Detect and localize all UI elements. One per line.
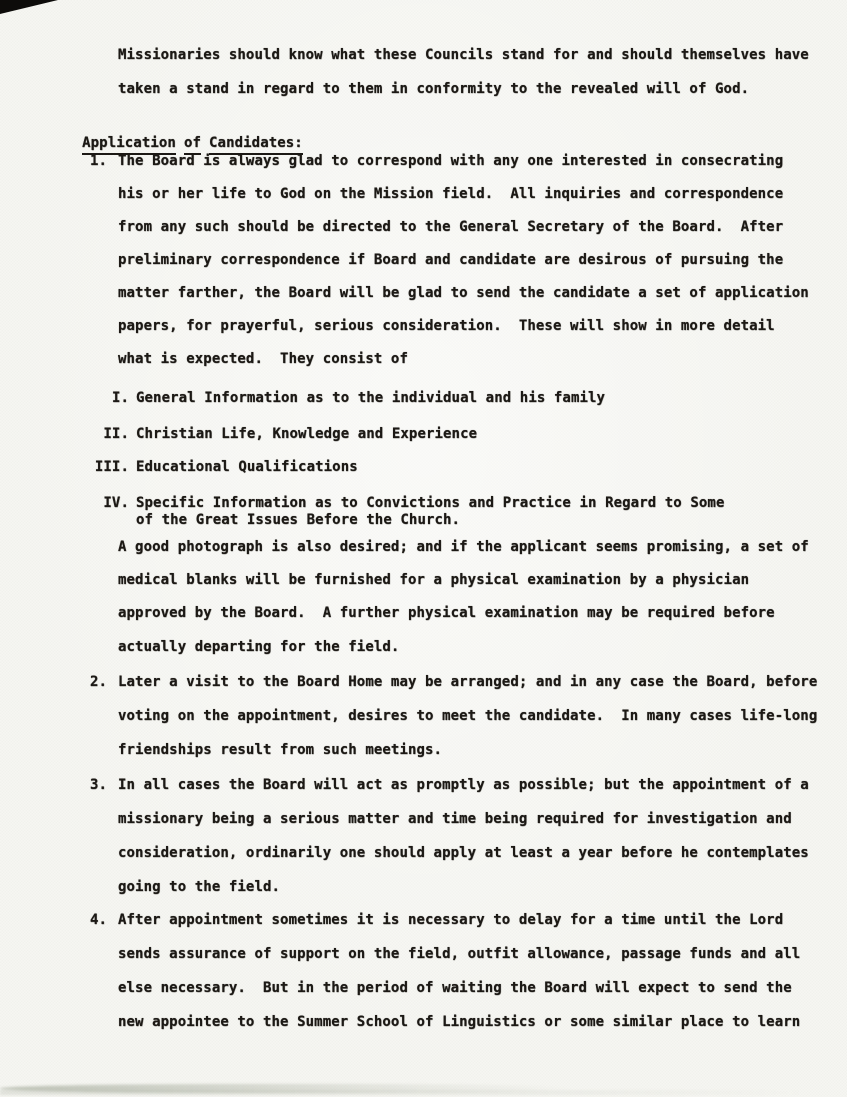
scan-corner-artifact <box>0 0 58 14</box>
list-item-line: preliminary correspondence if Board and candidate are desirous of pursuing the <box>118 252 784 268</box>
list-item-line: else necessary. But in the period of waiting the Board will expect to send the <box>118 980 792 996</box>
list-item-line: medical blanks will be furnished for a physical examination by a physician <box>118 572 750 588</box>
section-heading-word: of <box>184 134 201 155</box>
list-item-line: new appointee to the Summer School of Linguistics or some similar place to learn <box>118 1014 801 1030</box>
roman-item-line: Christian Life, Knowledge and Experience <box>136 426 478 442</box>
list-item-line: After appointment sometimes it is necessary to delay for a time until the Lord <box>118 912 784 928</box>
list-item-line: his or her life to God on the Mission field. All inquiries and correspondence <box>118 186 784 202</box>
list-item-line: missionary being a serious matter and time being required for investigation and <box>118 811 792 827</box>
list-item-line: from any such should be directed to the General Secretary of the Board. After <box>118 219 784 235</box>
roman-numeral: II. <box>103 426 129 442</box>
list-item-number: 1. <box>90 153 108 169</box>
roman-item-line: Specific Information as to Convictions and Practice in Regard to Some <box>136 495 725 511</box>
list-item-line: voting on the appointment, desires to meet the candidate. In many cases life-long <box>118 708 818 724</box>
list-item-line: Later a visit to the Board Home may be arranged; and in any case the Board, before <box>118 674 818 690</box>
list-item-line: consideration, ordinarily one should apply at least a year before he contemplates <box>118 845 809 861</box>
roman-item-line: General Information as to the individual and his family <box>136 390 606 406</box>
list-item-line: going to the field. <box>118 879 281 895</box>
list-item-line: what is expected. They consist of <box>118 351 408 367</box>
list-item-line: papers, for prayerful, serious consideration. These will show in more detail <box>118 318 775 334</box>
scan-bottom-smudge-faint <box>0 1090 847 1095</box>
list-item-line: matter farther, the Board will be glad to send the candidate a set of application <box>118 285 809 301</box>
roman-numeral: I. <box>111 390 129 406</box>
section-heading-word: Candidates: <box>209 134 303 155</box>
list-item-line: approved by the Board. A further physical examination may be required before <box>118 605 775 621</box>
roman-item-line: of the Great Issues Before the Church. <box>136 512 461 528</box>
list-item-number: 3. <box>90 777 108 793</box>
list-item-line: actually departing for the field. <box>118 639 400 655</box>
intro-line: Missionaries should know what these Councils stand for and should themselves have <box>118 47 809 63</box>
roman-numeral: III. <box>94 459 129 475</box>
list-item-number: 2. <box>90 674 108 690</box>
roman-item-line: Educational Qualifications <box>136 459 358 475</box>
section-heading-word: Application <box>82 134 176 155</box>
roman-numeral: IV. <box>103 495 129 511</box>
list-item-line: sends assurance of support on the field, outfit allowance, passage funds and all <box>118 946 801 962</box>
list-item-line: friendships result from such meetings. <box>118 742 443 758</box>
intro-line: taken a stand in regard to them in conformity to the revealed will of God. <box>118 81 750 97</box>
list-item-line: In all cases the Board will act as promptly as possible; but the appointment of a <box>118 777 809 793</box>
list-item-number: 4. <box>90 912 108 928</box>
list-item-line: The Board is always glad to correspond with any one interested in consecrating <box>118 153 784 169</box>
list-item-line: A good photograph is also desired; and if the applicant seems promising, a set of <box>118 539 809 555</box>
